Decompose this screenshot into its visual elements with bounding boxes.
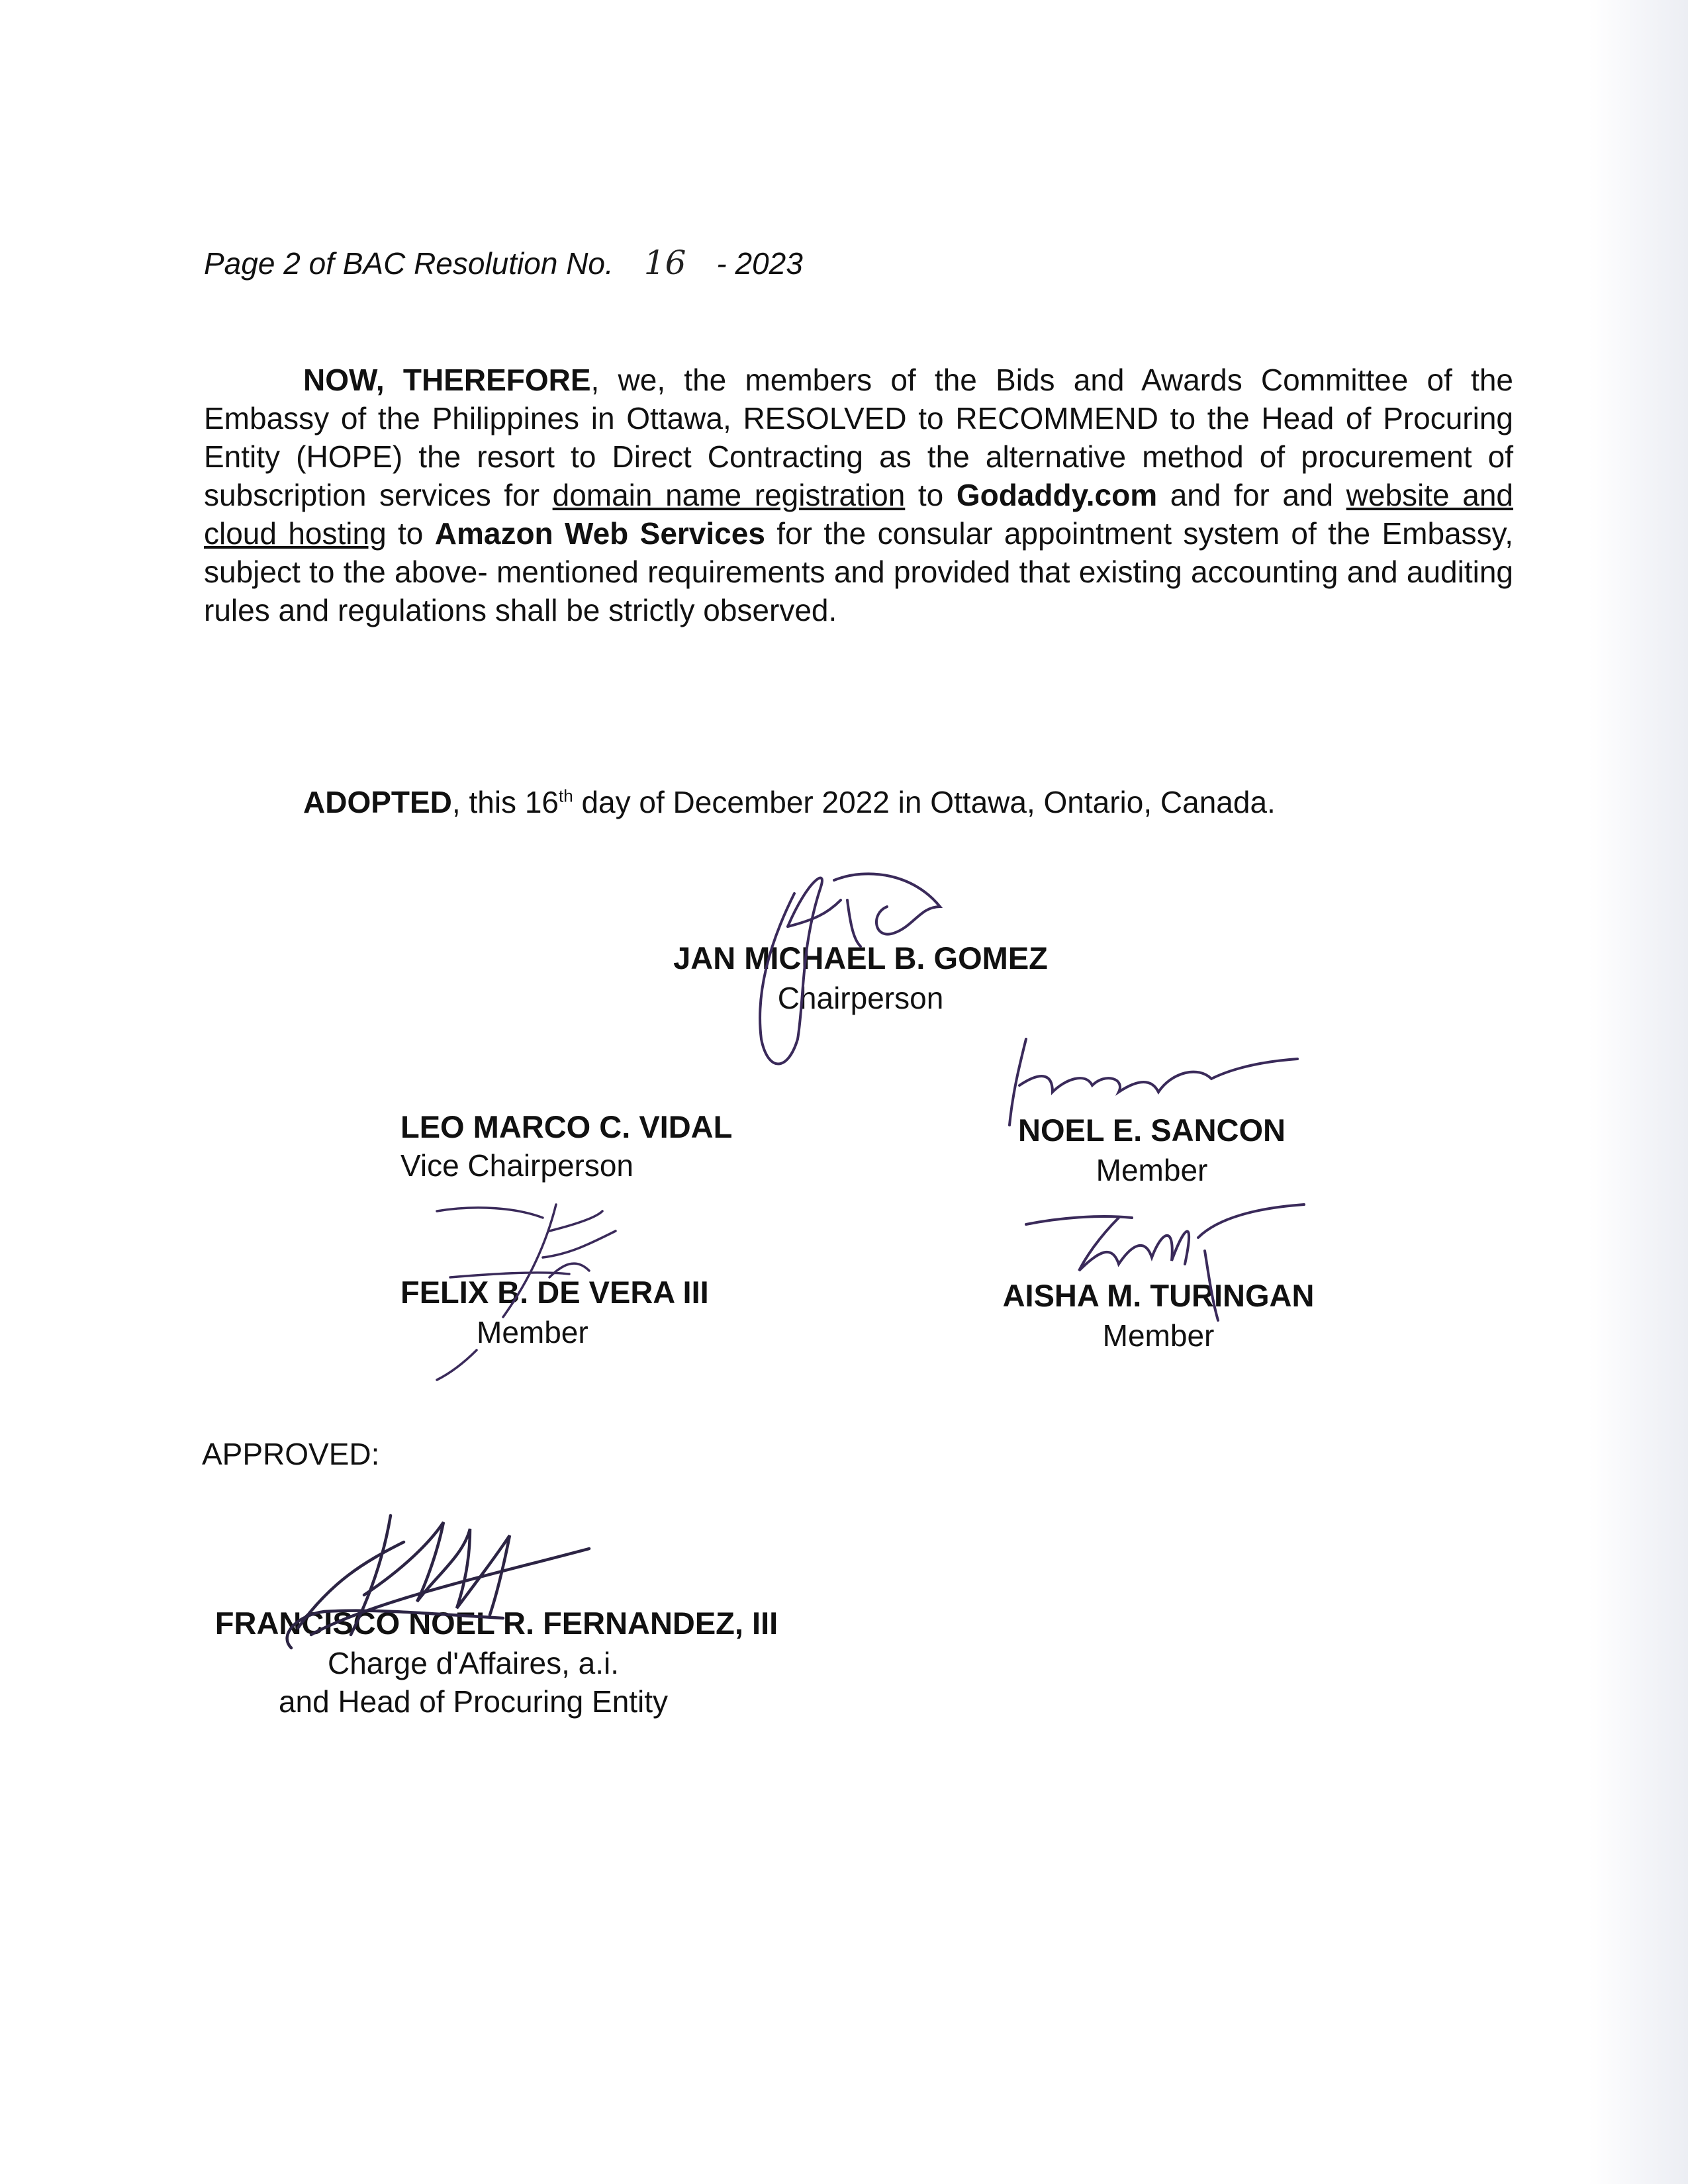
resolution-text: and for and: [1157, 478, 1346, 512]
approved-label: APPROVED:: [202, 1437, 380, 1471]
sancon-role: Member: [1096, 1153, 1208, 1187]
hope-name: FRANCISCO NOEL R. FERNANDEZ, III: [214, 1606, 778, 1641]
devera-role: Member: [477, 1315, 588, 1349]
aws-term: Amazon Web Services: [434, 516, 765, 551]
godaddy-term: Godaddy.com: [956, 478, 1158, 512]
sancon-signature: [1000, 1032, 1304, 1132]
resolution-text: for the consular appointment system of the Embassy, subject to the above- mentioned requirements and provided that existing accounting and auditing rules and regulations shall be strictly observed.: [204, 516, 1513, 627]
hope-role-line-2: and Head of Procuring Entity: [278, 1684, 669, 1719]
adopted-superscript: th: [559, 786, 573, 806]
signature-block-vice-chair: [400, 1109, 732, 1183]
domain-registration-term: domain name registration: [552, 478, 906, 512]
resolution-paragraph: [204, 361, 1513, 629]
resolution-text: , we, the members of the Bids and Awards Committee of the Embassy of the Philippines in Ottawa, RESOLVED to RECOMMEND to the Head of Procuring Entity (HOPE) the resort to Direct Contracting as the alternative method of procurement of subscription services for: [204, 363, 1513, 512]
adopted-text: day of December 2022 in Ottawa, Ontario, Canada.: [573, 785, 1276, 819]
resolution-text: to: [386, 516, 435, 551]
devera-name: FELIX B. DE VERA III: [400, 1275, 709, 1310]
devera-signature: [424, 1191, 662, 1383]
resolution-lead: NOW, THEREFORE: [303, 363, 591, 397]
hosting-term: website and cloud hosting: [204, 478, 1513, 551]
resolution-text: to: [905, 478, 957, 512]
adopted-statement: [303, 784, 1276, 820]
handwritten-resolution-number: 16: [643, 244, 686, 282]
chair-signature: [715, 854, 966, 1079]
turingan-name: AISHA M. TURINGAN: [1002, 1278, 1315, 1313]
header-prefix: Page 2 of BAC Resolution No.: [204, 246, 614, 281]
chair-role: Chairperson: [777, 981, 944, 1015]
adopted-lead: ADOPTED: [303, 785, 452, 819]
scanned-page-edge-shadow: [1589, 0, 1688, 2184]
sancon-name: NOEL E. SANCON: [1018, 1113, 1286, 1148]
vice-chair-name: LEO MARCO C. VIDAL: [400, 1109, 733, 1144]
chair-name: JAN MICHAEL B. GOMEZ: [673, 940, 1048, 976]
turingan-role: Member: [1102, 1318, 1215, 1353]
hope-signature: [271, 1502, 602, 1655]
header-suffix: - 2023: [716, 246, 803, 281]
hope-role-line-1: Charge d'Affaires, a.i.: [327, 1646, 620, 1680]
vice-chair-role: Vice Chairperson: [400, 1148, 634, 1183]
adopted-text: , this 16: [451, 785, 559, 819]
page-header: [204, 244, 803, 282]
turingan-signature: [1019, 1198, 1311, 1324]
